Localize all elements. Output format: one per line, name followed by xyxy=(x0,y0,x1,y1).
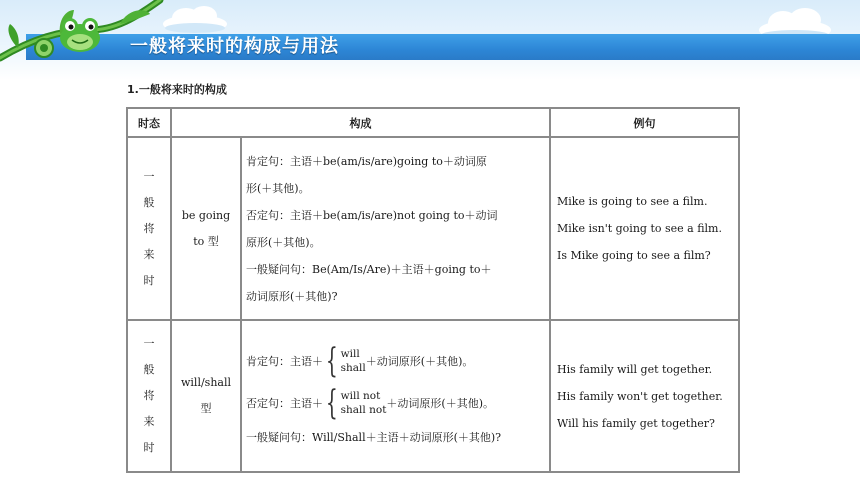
tense-cell xyxy=(127,320,171,472)
tense-cell xyxy=(127,137,171,320)
table-header-row xyxy=(127,108,739,137)
structure-cell xyxy=(241,320,550,472)
structure-line: 肯定句：主语＋be(am/is/are)going to＋动词原 xyxy=(246,154,487,168)
section-subtitle: 1.一般将来时的构成 xyxy=(127,83,227,96)
verb-option: shall not xyxy=(340,404,387,416)
column-header: 时态 xyxy=(127,108,171,137)
verb-option: will xyxy=(340,348,360,360)
negative-structure xyxy=(246,382,549,424)
form-line: be going xyxy=(181,208,231,222)
form-line: to 型 xyxy=(193,234,219,248)
frog-icon xyxy=(60,18,100,52)
brace-symbol: { xyxy=(325,383,338,423)
verb-options xyxy=(341,389,387,417)
brace-symbol: { xyxy=(325,341,338,381)
column-header: 例句 xyxy=(550,108,739,137)
form-cell xyxy=(171,320,241,472)
structure-line: 原形(＋其他)。 xyxy=(246,235,321,249)
tense-label: 一般将来时 xyxy=(143,337,155,454)
grammar-table xyxy=(126,107,740,473)
structure-prefix: 肯定句：主语＋ xyxy=(246,354,323,368)
affirmative-structure xyxy=(246,340,549,382)
form-line: will/shall xyxy=(181,376,231,389)
tense-label: 一般将来时 xyxy=(143,169,155,287)
example-cell xyxy=(550,320,739,472)
structure-suffix: ＋动词原形(＋其他)。 xyxy=(365,354,474,368)
example-sentence: His family won't get together. xyxy=(557,389,723,403)
structure-line: 形(＋其他)。 xyxy=(246,181,310,195)
table-row xyxy=(127,137,739,320)
example-sentence: His family will get together. xyxy=(557,362,713,376)
question-structure: 一般疑问句：Will/Shall＋主语＋动词原形(＋其他)? xyxy=(246,431,502,444)
column-header: 构成 xyxy=(171,108,550,137)
table-row xyxy=(127,320,739,472)
page-title: 一般将来时的构成与用法 xyxy=(130,36,339,57)
cloud-icon xyxy=(160,4,230,34)
form-cell xyxy=(171,137,241,320)
example-sentence: Mike is going to see a film. xyxy=(557,195,708,208)
structure-line: 否定句：主语＋be(am/is/are)not going to＋动词 xyxy=(246,208,498,222)
verb-option: will not xyxy=(340,390,381,402)
verb-options xyxy=(341,347,366,375)
structure-cell xyxy=(241,137,550,320)
example-cell xyxy=(550,137,739,320)
example-sentence: Mike isn't going to see a film. xyxy=(557,222,722,235)
structure-line: 一般疑问句：Be(Am/Is/Are)＋主语＋going to＋ xyxy=(246,262,492,276)
structure-suffix: ＋动词原形(＋其他)。 xyxy=(386,396,495,410)
structure-prefix: 否定句：主语＋ xyxy=(246,396,323,410)
example-sentence: Is Mike going to see a film? xyxy=(557,249,711,262)
example-sentence: Will his family get together? xyxy=(557,416,715,430)
form-line: 型 xyxy=(200,402,212,415)
verb-option: shall xyxy=(340,362,366,374)
structure-line: 动词原形(＋其他)? xyxy=(246,289,338,303)
